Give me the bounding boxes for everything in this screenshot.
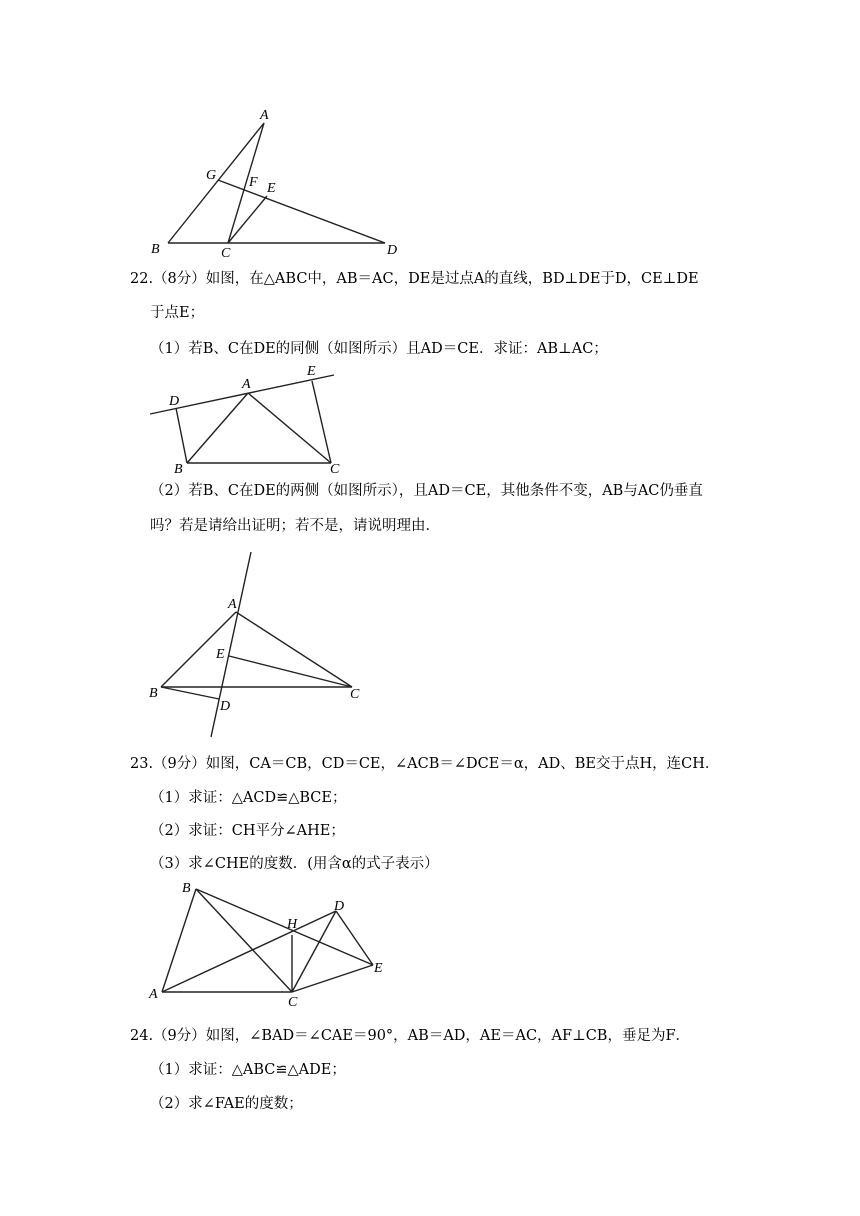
segment-ac — [236, 612, 352, 687]
label-e: E — [216, 647, 225, 662]
label-h: H — [287, 917, 298, 932]
segment-gd — [218, 180, 385, 243]
segment-ab — [187, 393, 248, 463]
label-d: D — [387, 243, 398, 258]
segment-bd — [176, 408, 187, 463]
segment-bc — [196, 889, 292, 992]
segment-bd — [161, 687, 219, 699]
label-a: A — [260, 108, 269, 123]
segment-ac — [248, 393, 331, 463]
problem-22-part2-line2: 吗？若是请给出证明；若不是，请说明理由． — [150, 518, 440, 534]
label-a: A — [149, 987, 158, 1002]
segment-ad — [162, 911, 336, 992]
problem-24-part2: （2）求∠FAE的度数； — [150, 1096, 303, 1112]
segment-ac — [228, 123, 264, 243]
label-e: E — [307, 364, 316, 379]
segment-ec — [229, 656, 352, 687]
label-c: C — [288, 995, 298, 1010]
problem-23-line1: 23.（9分）如图，CA＝CB，CD＝CE，∠ACB＝∠DCE＝α，AD、BE交于点H，连CH． — [130, 756, 720, 772]
line-de — [211, 552, 251, 737]
label-a: A — [242, 377, 251, 392]
figure-23 — [140, 880, 400, 1010]
problem-23-part1: （1）求证：△ACD≌△BCE； — [150, 790, 347, 806]
problem-23-part2: （2）求证：CH平分∠AHE； — [150, 823, 345, 839]
segment-ce — [312, 381, 331, 463]
label-c: C — [330, 462, 340, 477]
segment-ce — [228, 196, 267, 243]
figure-22-2-svg — [140, 550, 380, 740]
figure-22-2 — [140, 550, 380, 740]
figure-22-1-svg — [140, 360, 350, 478]
figure-22-1 — [140, 360, 350, 478]
problem-22-line2: 于点E； — [150, 305, 205, 321]
problem-22-part1: （1）若B、C在DE的同侧（如图所示）且AD＝CE．求证：AB⊥AC； — [150, 341, 608, 357]
figure-21 — [140, 100, 420, 265]
label-c: C — [350, 687, 360, 702]
segment-ab — [162, 889, 196, 992]
label-b: B — [149, 686, 158, 701]
label-e: E — [374, 961, 383, 976]
label-e: E — [267, 181, 276, 196]
label-d: D — [220, 699, 231, 714]
label-b: B — [151, 242, 160, 257]
label-f: F — [249, 175, 258, 190]
problem-22-part2-line1: （2）若B、C在DE的两侧（如图所示），且AD＝CE，其他条件不变，AB与AC仍垂直 — [150, 483, 703, 499]
problem-24-line1: 24.（9分）如图，∠BAD＝∠CAE＝90°，AB＝AD，AE＝AC，AF⊥CB，垂足为F． — [130, 1028, 691, 1044]
figure-21-svg — [140, 100, 420, 265]
figure-23-svg — [140, 880, 400, 1010]
label-b: B — [182, 881, 191, 896]
label-d: D — [334, 899, 345, 914]
label-a: A — [228, 597, 237, 612]
problem-23-part3: （3）求∠CHE的度数．(用含α的式子表示） — [150, 856, 439, 872]
problem-22-line1: 22.（8分）如图，在△ABC中，AB＝AC，DE是过点A的直线，BD⊥DE于D，CE⊥DE — [130, 271, 699, 287]
label-b: B — [174, 462, 183, 477]
label-g: G — [206, 168, 217, 183]
problem-24-part1: （1）求证：△ABC≌△ADE； — [150, 1062, 346, 1078]
label-c: C — [221, 246, 231, 261]
label-d: D — [169, 394, 180, 409]
